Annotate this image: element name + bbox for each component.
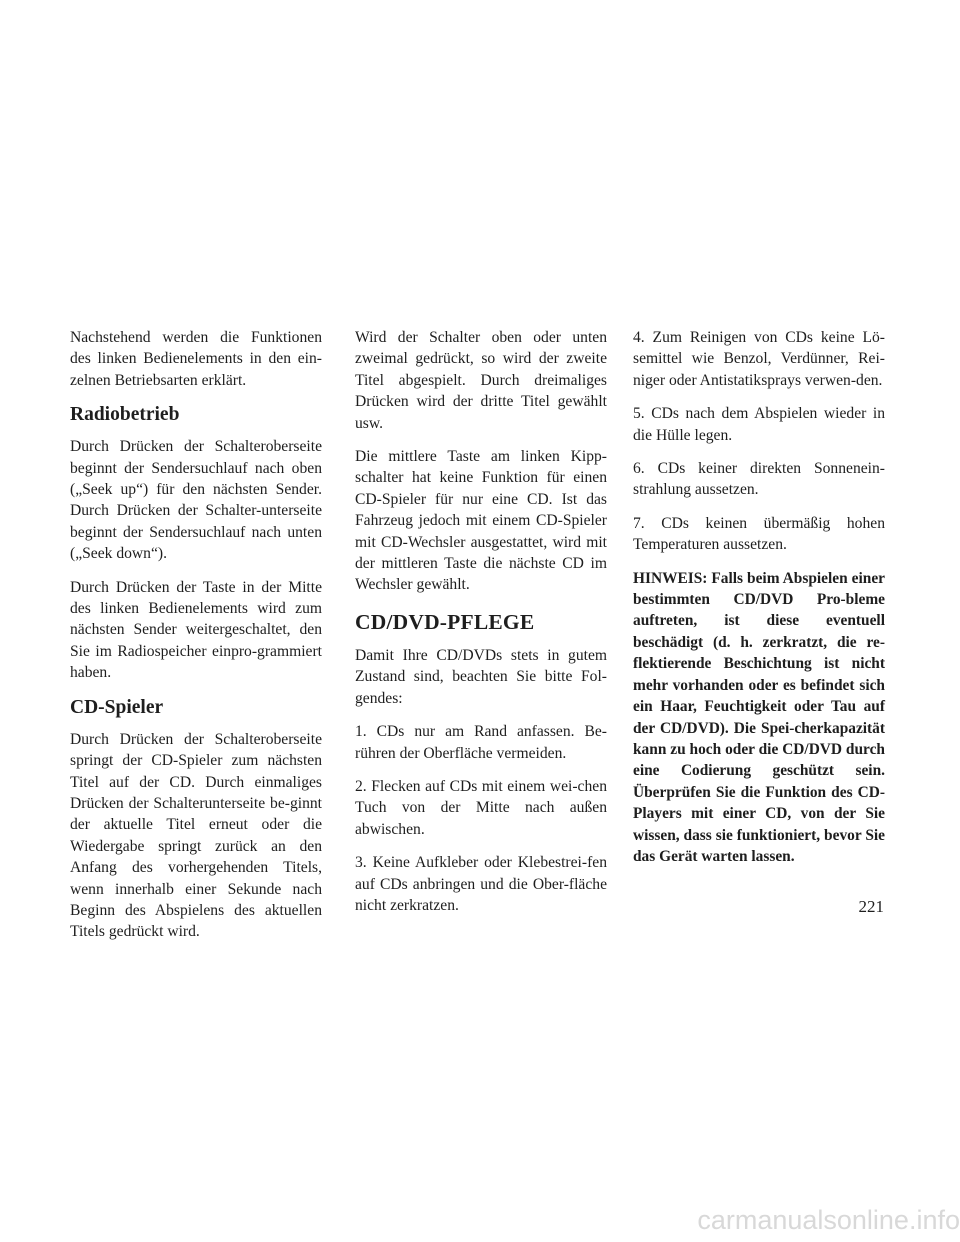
cd-player-paragraph-3: Die mittlere Taste am linken Kipp-schalter hat keine Funktion für einen CD-Spieler für nur eine CD. Ist das Fahrzeug jedoch mit einem CD-Spieler mit CD-Wechsler ausgestattet, wird mit der mittleren Taste die nächste CD im Wechsler gewählt. — [355, 448, 607, 594]
radio-heading: Radiobetrieb — [70, 404, 180, 426]
watermark: carmanualsonline.info — [697, 1205, 960, 1235]
cd-care-item-7: 7. CDs keinen übermäßig hohen Temperaturen aussetzen. — [633, 514, 885, 554]
radio-paragraph-1: Durch Drücken der Schalteroberseite beginnt der Sendersuchlauf nach oben („Seek up“) für den nächsten Sender. Durch Drücken der Schalter-unterseite beginnt der Sendersuchlauf nach unten („Seek down“). — [70, 438, 322, 563]
cd-player-paragraph-2: Wird der Schalter oben oder unten zweimal gedrückt, so wird der zweite Titel abgespielt. Durch dreimaliges Drücken wird der dritte Titel gewählt usw. — [355, 329, 607, 432]
cd-care-item-6: 6. CDs keiner direkten Sonnenein-strahlung aussetzen. — [633, 460, 885, 499]
cd-care-item-3: 3. Keine Aufkleber oder Klebestrei-fen auf CDs anbringen und die Ober-fläche nicht zerkratzen. — [355, 854, 607, 914]
cd-care-item-4: 4. Zum Reinigen von CDs keine Lö-semittel wie Benzol, Verdünner, Rei-niger oder Antistatiksprays verwen-den. — [633, 329, 885, 389]
note-paragraph: HINWEIS: Falls beim Abspielen einer bestimmten CD/DVD Pro-bleme auftreten, ist diese eventuell beschädigt (d. h. zerkratzt, die re-flektierende Beschichtung ist nicht mehr vorhanden oder es befindet sich ein Haar, Feuchtigkeit oder Tau auf der CD/DVD). Die Spei-cherkapazität kann zu hoch oder die CD/DVD durch eine Codierung geschützt sein. Überprüfen Sie die Funktion des CD-Players mit einer CD, von der Sie wissen, dass sie funktioniert, bevor Sie das Gerät warten lassen. — [633, 569, 885, 865]
cd-care-item-5: 5. CDs nach dem Abspielen wieder in die Hülle legen. — [633, 405, 885, 444]
cd-player-paragraph-1: Durch Drücken der Schalteroberseite springt der CD-Spieler zum nächsten Titel auf der CD. Durch einmaliges Drücken der Schalterunterseite be-ginnt der aktuelle Titel erneut oder die Wiedergabe springt zurück an den Anfang des vorhergehenden Titels, wenn innerhalb einer Sekunde nach Beginn des Abspielens des aktuellen Titels gedrückt wird. — [70, 730, 322, 941]
cd-care-item-1: 1. CDs nur am Rand anfassen. Be-rühren der Oberfläche vermeiden. — [355, 723, 607, 762]
cd-player-heading: CD-Spieler — [70, 696, 164, 718]
radio-paragraph-2: Durch Drücken der Taste in der Mitte des linken Bedienelements wird zum nächsten Sender weitergeschaltet, den Sie im Radiospeicher einpro-grammiert haben. — [70, 578, 322, 682]
right-column — [633, 327, 885, 879]
cd-care-heading: CD/DVD-PFLEGE — [355, 609, 535, 634]
cd-care-intro: Damit Ihre CD/DVDs stets in gutem Zustand sind, beachten Sie bitte Fol-gendes: — [355, 646, 607, 707]
middle-column — [355, 327, 607, 928]
intro-paragraph: Nachstehend werden die Funktionen des linken Bedienelements in den ein-zelnen Betriebsarten erklärt. — [70, 329, 322, 389]
left-column — [70, 327, 322, 955]
cd-care-item-2: 2. Flecken auf CDs mit einem wei-chen Tuch von der Mitte nach außen abwischen. — [355, 777, 607, 838]
page-number: 221 — [858, 897, 884, 916]
